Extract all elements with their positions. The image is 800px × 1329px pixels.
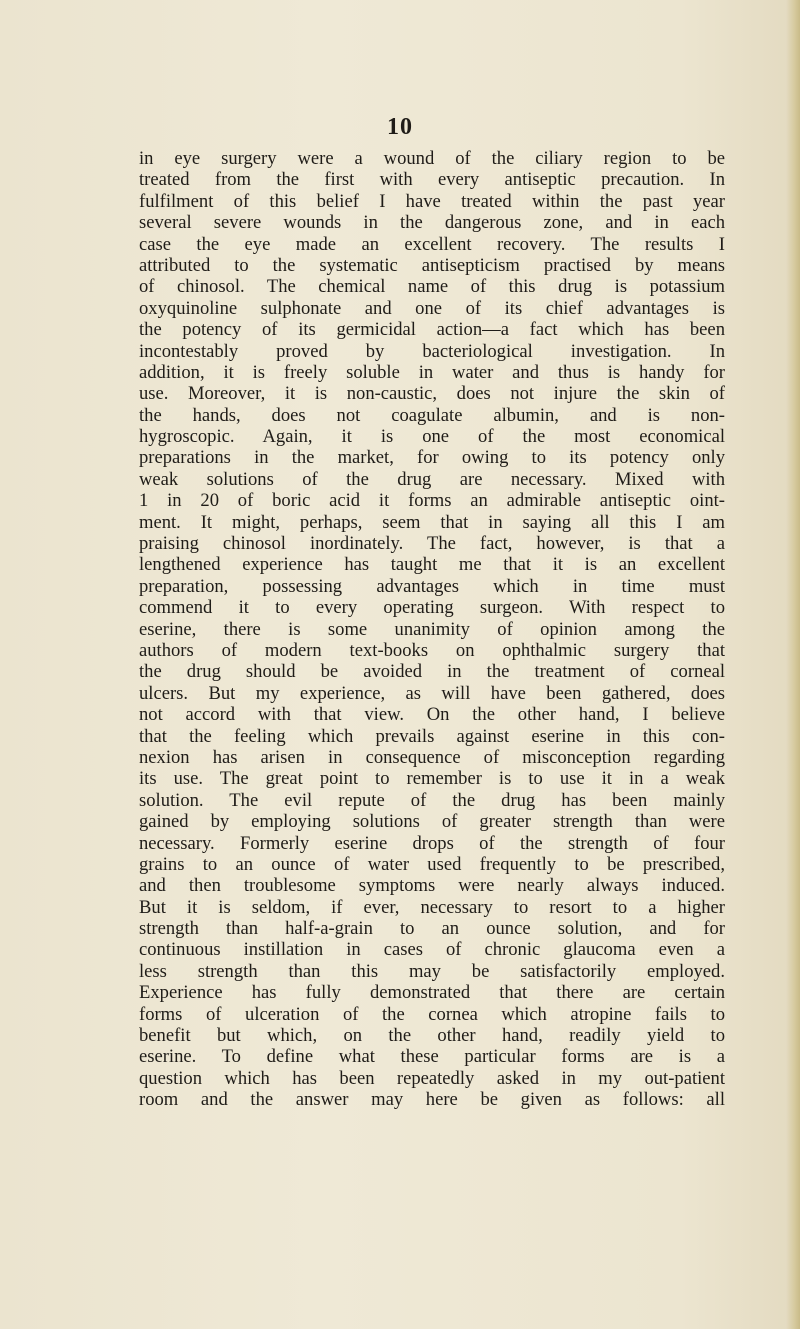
text-line: grains to an ounce of water used frequently to be prescribed, xyxy=(139,853,725,875)
text-line: forms of ulceration of the cornea which atropine fails to xyxy=(139,1003,725,1025)
text-line: fulfilment of this belief I have treated within the past year xyxy=(139,190,725,212)
text-line: less strength than this may be satisfactorily employed. xyxy=(139,960,725,982)
text-line: praising chinosol inordinately. The fact, however, is that a xyxy=(139,533,725,555)
text-line: Experience has fully demonstrated that there are certain xyxy=(139,982,725,1004)
text-line: benefit but which, on the other hand, readily yield to xyxy=(139,1025,725,1047)
text-line: the hands, does not coagulate albumin, and is non- xyxy=(139,404,725,426)
text-line: eserine. To define what these particular forms are is a xyxy=(139,1046,725,1068)
text-line: and then troublesome symptoms were nearly always induced. xyxy=(139,875,725,897)
page-edge xyxy=(786,0,800,1329)
text-line: authors of modern text-books on ophthalmic surgery that xyxy=(139,639,725,661)
text-line: gained by employing solutions of greater strength than were xyxy=(139,811,725,833)
text-line: attributed to the systematic antisepticism practised by means xyxy=(139,254,725,276)
text-line: that the feeling which prevails against eserine in this con- xyxy=(139,725,725,747)
text-line: eserine, there is some unanimity of opinion among the xyxy=(139,618,725,640)
text-line: 1 in 20 of boric acid it forms an admirable antiseptic oint- xyxy=(139,490,725,512)
text-line: several severe wounds in the dangerous zone, and in each xyxy=(139,212,725,234)
text-line: lengthened experience has taught me that it is an excellent xyxy=(139,554,725,576)
text-line: treated from the first with every antiseptic precaution. In xyxy=(139,169,725,191)
text-line: ment. It might, perhaps, seem that in saying all this I am xyxy=(139,511,725,533)
text-line: nexion has arisen in consequence of misconception regarding xyxy=(139,746,725,768)
text-line: question which has been repeatedly asked in my out-patient xyxy=(139,1067,725,1089)
text-line: preparation, possessing advantages which in time must xyxy=(139,575,725,597)
text-line: necessary. Formerly eserine drops of the strength of four xyxy=(139,832,725,854)
text-line: commend it to every operating surgeon. With respect to xyxy=(139,597,725,619)
text-line: addition, it is freely soluble in water and thus is handy for xyxy=(139,361,725,383)
text-line: case the eye made an excellent recovery. The results I xyxy=(139,233,725,255)
page-number: 10 xyxy=(387,114,413,140)
text-line: strength than half-a-grain to an ounce solution, and for xyxy=(139,918,725,940)
text-line: hygroscopic. Again, it is one of the most economical xyxy=(139,426,725,448)
text-line: continuous instillation in cases of chronic glaucoma even a xyxy=(139,939,725,961)
text-line: preparations in the market, for owing to its potency only xyxy=(139,447,725,469)
text-line: the drug should be avoided in the treatment of corneal xyxy=(139,661,725,683)
text-line: weak solutions of the drug are necessary. Mixed with xyxy=(139,468,725,490)
text-line: of chinosol. The chemical name of this drug is potassium xyxy=(139,276,725,298)
text-line: solution. The evil repute of the drug has been mainly xyxy=(139,789,725,811)
text-line: room and the answer may here be given as follows: all xyxy=(139,1089,725,1111)
text-line: not accord with that view. On the other hand, I believe xyxy=(139,704,725,726)
text-line: ulcers. But my experience, as will have been gathered, does xyxy=(139,682,725,704)
text-line: the potency of its germicidal action—a fact which has been xyxy=(139,319,725,341)
text-line: in eye surgery were a wound of the ciliary region to be xyxy=(139,148,725,169)
text-line: its use. The great point to remember is to use it in a weak xyxy=(139,768,725,790)
body-text xyxy=(139,148,725,1111)
text-line: But it is seldom, if ever, necessary to resort to a higher xyxy=(139,896,725,918)
text-line: incontestably proved by bacteriological investigation. In xyxy=(139,340,725,362)
text-line: oxyquinoline sulphonate and one of its chief advantages is xyxy=(139,297,725,319)
text-line: use. Moreover, it is non-caustic, does not injure the skin of xyxy=(139,383,725,405)
